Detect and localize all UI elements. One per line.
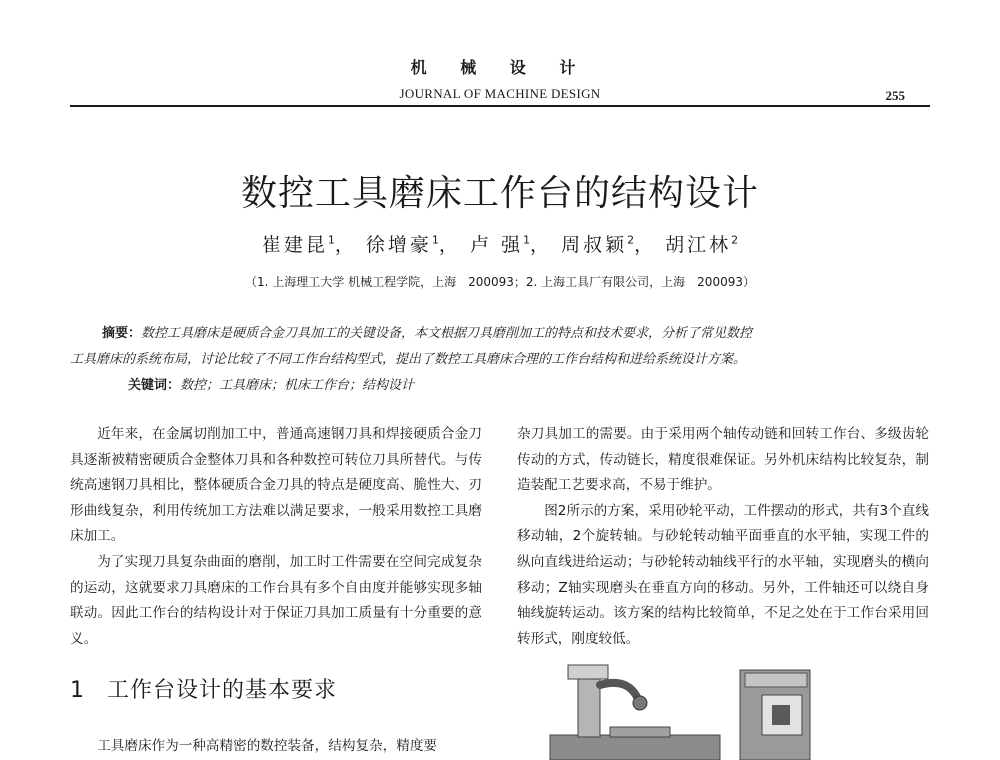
keywords-text: 数控；工具磨床；机床工作台；结构设计 [180, 378, 415, 393]
abstract-label: 摘要： [102, 326, 142, 341]
author-name: 周叔颖 [561, 234, 628, 256]
abstract-line [102, 321, 910, 347]
right-column [517, 422, 929, 652]
figure-table [610, 727, 670, 737]
section-paragraph [70, 734, 482, 760]
figure-right-top [745, 673, 807, 687]
figure-column [578, 673, 600, 737]
body-paragraph: 工具磨床作为一种高精密的数控装备，结构复杂，精度要 [97, 738, 438, 754]
affiliations: （1. 上海理工大学 机械工程学院，上海 200093；2. 上海工具厂有限公司，上海 200093） [245, 275, 755, 289]
journal-title-en: JOURNAL OF MACHINE DESIGN [399, 86, 601, 101]
page-number: 255 [885, 88, 905, 103]
figure-base [550, 735, 720, 760]
body-paragraph: 杂刀具加工的需要。由于采用两个轴传动链和回转工作台、多级齿轮传动的方式，传动链长，精度很难保证。另外机床结构比较复杂，制造装配工艺要求高，不易于维护。 [517, 426, 929, 494]
author-name: 胡江林 [665, 234, 732, 256]
figure-arm [600, 683, 638, 699]
body-paragraph: 为了实现刀具复杂曲面的磨削，加工时工件需要在空间完成复杂的运动，这就要求刀具磨床的工作台具有多个自由度并能够实现多轴联动。因此工作台的结构设计对于保证刀具加工质量有十分重要的意义。 [70, 553, 482, 647]
author-name: 徐增豪 [365, 234, 432, 256]
keywords-label: 关键词： [128, 378, 181, 393]
left-column [70, 422, 482, 652]
header-rule [70, 105, 930, 107]
abstract-text: 数控工具磨床是硬质合金刀具加工的关键设备，本文根据刀具磨削加工的特点和技术要求，分析了常见数控 [141, 326, 753, 341]
body-paragraph: 近年来，在金属切削加工中，普通高速钢刀具和焊接硬质合金刀具逐渐被精密硬质合金整体刀具和各种数控可转位刀具所替代。与传统高速钢刀具相比，整体硬质合金刀具的特点是硬度高、脆性大、刃形曲线复杂，利用传统加工方法难以满足要求，一般采用数控工具磨床加工。 [70, 426, 482, 545]
paper-title: 数控工具磨床工作台的结构设计 [240, 173, 759, 214]
journal-title-cn: 机 械 设 计 [410, 58, 590, 77]
author-affiliation-mark: 1 [327, 233, 335, 247]
keywords [128, 374, 414, 393]
author-affiliation-mark: 1 [431, 233, 439, 247]
section-heading [70, 673, 337, 704]
abstract-line [70, 347, 910, 373]
section-title: 工作台设计的基本要求 [107, 678, 338, 703]
author-affiliation-mark: 1 [523, 233, 531, 247]
author-name: 卢 强 [469, 234, 524, 256]
figure-wheel [633, 696, 647, 710]
section-number: 1 [70, 678, 85, 703]
figure-head [568, 665, 608, 679]
author-affiliation-mark: 2 [731, 233, 739, 247]
abstract [70, 321, 910, 373]
author-affiliation-mark: 2 [627, 233, 635, 247]
body-paragraph: 图2所示的方案，采用砂轮平动，工件摆动的形式，共有3个直线移动轴，2个旋转轴。与砂轮转动轴平面垂直的水平轴，实现工件的纵向直线进给运动；与砂轮转动轴线平行的水平轴，实现磨头的横向移动；Z轴实现磨头在垂直方向的移动。另外，工件轴还可以绕自身轴线旋转运动。该方案的结构比较简单，不足之处在于工作台采用回转形式，刚度较低。 [517, 502, 929, 647]
author-list: 崔建昆$^1$， 徐增豪$^1$， 卢 强$^1$， 周叔颖$^2$， 胡江林$^2$ [261, 233, 739, 256]
figure-right-slot [772, 705, 790, 725]
abstract-text: 工具磨床的系统布局，讨论比较了不同工作台结构型式，提出了数控工具磨床合理的工作台结构和进给系统设计方案。 [70, 352, 747, 367]
machine-figure [540, 655, 960, 760]
author-name: 崔建昆 [261, 234, 328, 256]
